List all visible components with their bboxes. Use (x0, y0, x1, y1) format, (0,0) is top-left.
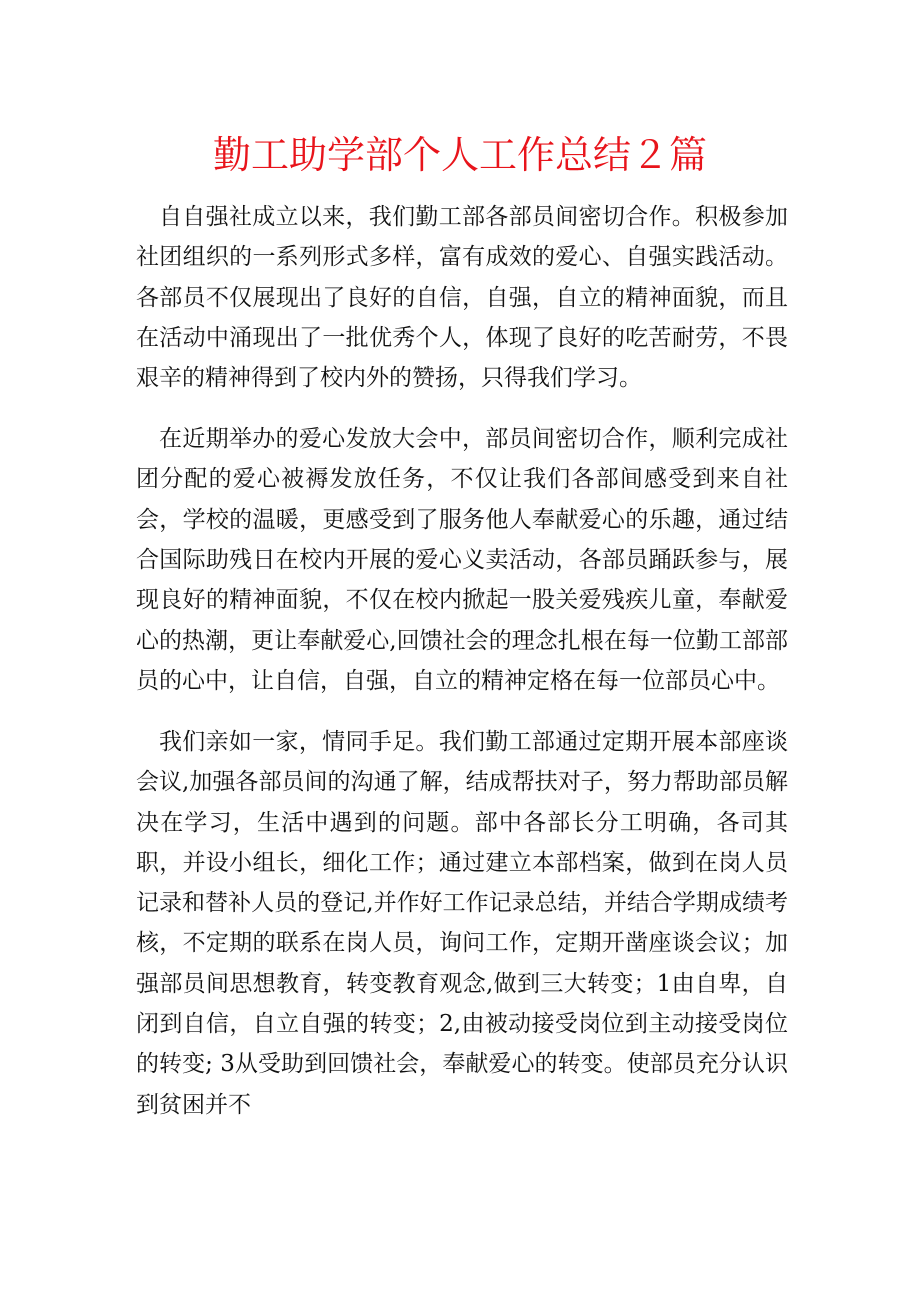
paragraph-2: 在近期举办的爱心发放大会中，部员间密切合作，顺利完成社团分配的爱心被褥发放任务，不仅让我们各部间感受到来自社会，学校的温暖，更感受到了服务他人奉献爱心的乐趣，通过结合国际助残日在校内开展的爱心义卖活动，各部员踊跃参与，展现良好的精神面貌，不仅在校内掀起一股关爱残疾儿童，奉献爱心的热潮，更让奉献爱心,回馈社会的理念扎根在每一位勤工部部员的心中，让自信，自强，自立的精神定格在每一位部员心中。 (136, 426, 788, 694)
paragraph-3: 我们亲如一家，情同手足。我们勤工部通过定期开展本部座谈会议,加强各部员间的沟通了解，结成帮扶对子，努力帮助部员解决在学习，生活中遇到的问题。部中各部长分工明确，各司其职，并设小组长，细化工作；通过建立本部档案，做到在岗人员记录和替补人员的登记,并作好工作记录总结，并结合学期成绩考核，不定期的联系在岗人员，询问工作，定期开凿座谈会议；加强部员间思想教育，转变教育观念,做到三大转变；1由自卑，自闭到自信，自立自强的转变；2,由被动接受岗位到主动接受岗位的转变; 3从受助到回馈社会，奉献爱心的转变。使部员充分认识到贫困并不 (136, 728, 788, 1118)
paragraph-1: 自自强社成立以来，我们勤工部各部员间密切合作。积极参加社团组织的一系列形式多样，富有成效的爱心、自强实践活动。各部员不仅展现出了良好的自信，自强，自立的精神面貌，而且在活动中涌现出了一批优秀个人，体现了良好的吃苦耐劳，不畏艰辛的精神得到了校内外的赞扬，只得我们学习。 (136, 204, 788, 392)
document-body (136, 197, 788, 1125)
document-title: 勤工助学部个人工作总结２篇 (212, 133, 707, 177)
